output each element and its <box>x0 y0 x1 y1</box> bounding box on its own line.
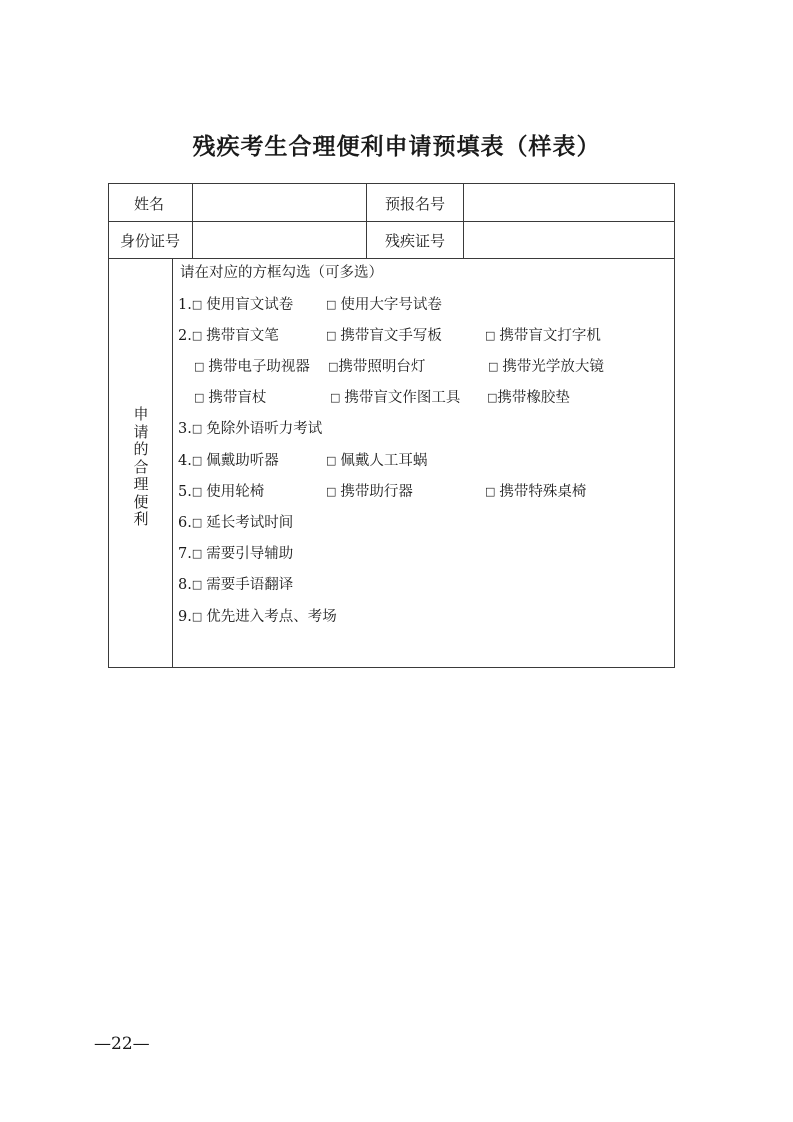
page-number: —22— <box>94 1034 150 1054</box>
checkbox-icon[interactable]: □ <box>326 329 337 342</box>
col-divider <box>172 258 173 668</box>
checkbox-icon[interactable]: □ <box>328 360 339 373</box>
id-number-field[interactable] <box>194 223 364 257</box>
option-special-desk-chair[interactable]: □ 携带特殊桌椅 <box>485 484 587 500</box>
option-white-cane[interactable]: □ 携带盲杖 <box>194 390 267 406</box>
checkbox-icon[interactable]: □ <box>194 391 205 404</box>
option-large-print-paper[interactable]: □ 使用大字号试卷 <box>326 297 442 313</box>
prereg-number-label: 预报名号 <box>385 195 446 213</box>
item-number: 5. <box>178 484 192 500</box>
option-braille-drawing-tools[interactable]: □ 携带盲文作图工具 <box>330 390 461 406</box>
checkbox-icon[interactable]: □ <box>485 485 496 498</box>
checkbox-icon[interactable]: □ <box>191 485 203 498</box>
checkbox-icon[interactable]: □ <box>487 391 498 404</box>
option-braille-pen[interactable]: 2.□ 携带盲文笔 <box>178 328 279 344</box>
option-desk-lamp[interactable]: □携带照明台灯 <box>328 359 426 375</box>
col-divider <box>366 183 367 258</box>
col-divider <box>192 183 193 258</box>
checkbox-icon[interactable]: □ <box>488 360 499 373</box>
item-number: 9. <box>178 609 192 625</box>
option-walker[interactable]: □ 携带助行器 <box>326 484 413 500</box>
option-rubber-mat[interactable]: □携带橡胶垫 <box>487 390 570 406</box>
option-wheelchair[interactable]: 5.□ 使用轮椅 <box>178 484 265 500</box>
option-braille-slate[interactable]: □ 携带盲文手写板 <box>326 328 442 344</box>
checkbox-icon[interactable]: □ <box>191 610 203 623</box>
col-divider <box>463 183 464 258</box>
checkbox-icon[interactable]: □ <box>191 422 203 435</box>
checkbox-icon[interactable]: □ <box>330 391 341 404</box>
id-number-label: 身份证号 <box>120 232 181 250</box>
option-priority-entry[interactable]: 9.□ 优先进入考点、考场 <box>178 609 337 625</box>
checkbox-icon[interactable]: □ <box>191 329 203 342</box>
name-field[interactable] <box>194 185 364 220</box>
disability-id-label: 残疾证号 <box>385 232 446 250</box>
name-label: 姓名 <box>134 195 165 213</box>
item-number: 7. <box>178 546 192 562</box>
instruction-text: 请在对应的方框勾选（可多选） <box>180 265 383 281</box>
row-divider <box>108 221 675 222</box>
checkbox-icon[interactable]: □ <box>326 454 337 467</box>
checkbox-icon[interactable]: □ <box>191 298 203 311</box>
prereg-number-field[interactable] <box>465 185 673 220</box>
checkbox-icon[interactable]: □ <box>485 329 496 342</box>
item-number: 4. <box>178 453 192 469</box>
option-electronic-magnifier[interactable]: □ 携带电子助视器 <box>194 359 310 375</box>
option-cochlear-implant[interactable]: □ 佩戴人工耳蜗 <box>326 453 428 469</box>
row-divider <box>108 258 675 259</box>
option-listening-exemption[interactable]: 3.□ 免除外语听力考试 <box>178 421 323 437</box>
option-extended-time[interactable]: 6.□ 延长考试时间 <box>178 515 294 531</box>
item-number: 3. <box>178 421 192 437</box>
checkbox-icon[interactable]: □ <box>191 547 203 560</box>
item-number: 1. <box>178 297 192 313</box>
option-sign-language-interpreter[interactable]: 8.□ 需要手语翻译 <box>178 577 294 593</box>
checkbox-icon[interactable]: □ <box>326 298 337 311</box>
section-label-accommodations: 申 请 的 合 理 便 利 <box>133 405 149 528</box>
checkbox-icon[interactable]: □ <box>326 485 337 498</box>
option-braille-typewriter[interactable]: □ 携带盲文打字机 <box>485 328 601 344</box>
item-number: 6. <box>178 515 192 531</box>
option-guided-assistance[interactable]: 7.□ 需要引导辅助 <box>178 546 294 562</box>
item-number: 8. <box>178 577 192 593</box>
option-braille-paper[interactable]: 1.□ 使用盲文试卷 <box>178 297 294 313</box>
checkbox-icon[interactable]: □ <box>191 454 203 467</box>
option-hearing-aid[interactable]: 4.□ 佩戴助听器 <box>178 453 279 469</box>
checkbox-icon[interactable]: □ <box>191 516 203 529</box>
checkbox-icon[interactable]: □ <box>194 360 205 373</box>
option-optical-magnifier[interactable]: □ 携带光学放大镜 <box>488 359 604 375</box>
item-number: 2. <box>178 328 192 344</box>
checkbox-icon[interactable]: □ <box>191 578 203 591</box>
disability-id-field[interactable] <box>465 223 673 257</box>
form-title: 残疾考生合理便利申请预填表（样表） <box>192 134 601 160</box>
